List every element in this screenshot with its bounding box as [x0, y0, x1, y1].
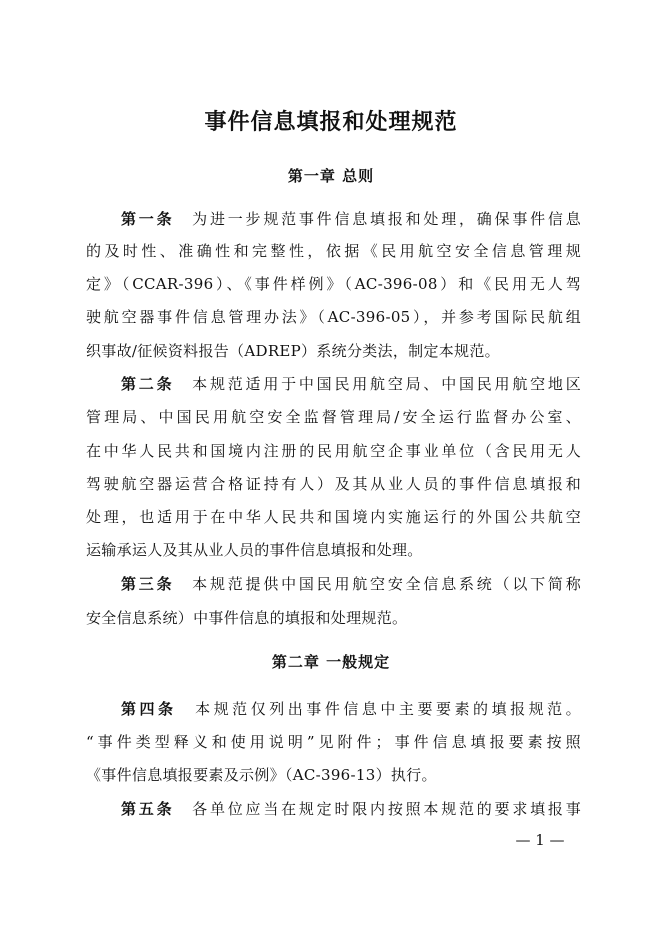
article-4-line-2: “事件类型释义和使用说明”见附件；事件信息填报要素按照: [86, 733, 581, 751]
article-2-line-2: 管理局、中国民用航空安全监督管理局/安全运行监督办公室、: [86, 408, 581, 426]
chapter-heading-2: 第二章 一般规定: [271, 653, 391, 671]
page-number: — 1 —: [515, 831, 565, 849]
article-1-line-4: 驶航空器事件信息管理办法》（AC-396-05），并参考国际民航组: [86, 308, 581, 326]
article-2-text-1: 本规范适用于中国民用航空局、中国民用航空地区: [192, 375, 581, 393]
article-1-line-2: 的及时性、准确性和完整性，依据《民用航空安全信息管理规: [86, 242, 581, 260]
article-4-label: 第四条: [121, 700, 177, 718]
article-3-label: 第三条: [121, 575, 175, 593]
article-2-line-6: 运输承运人及其从业人员的事件信息填报和处理。: [86, 541, 423, 559]
article-2-label: 第二条: [121, 375, 175, 393]
article-1-text-1: 为进一步规范事件信息填报和处理，确保事件信息: [192, 210, 581, 228]
article-3-line-1: [121, 568, 581, 600]
article-3-line-2: 安全信息系统）中事件信息的填报和处理规范。: [86, 609, 408, 627]
article-2-line-3: 在中华人民共和国境内注册的民用航空企事业单位（含民用无人: [86, 442, 581, 460]
article-4-line-1: [121, 693, 581, 725]
article-5-label: 第五条: [121, 800, 175, 818]
article-4-text-1: 本规范仅列出事件信息中主要要素的填报规范。: [195, 700, 581, 718]
article-4-line-3: 《事件信息填报要素及示例》（AC-396-13）执行。: [86, 766, 437, 784]
article-1-line-3: 定》（CCAR-396）、《事件样例》（AC-396-08）和《民用无人驾: [86, 275, 581, 293]
article-5-text-1: 各单位应当在规定时限内按照本规范的要求填报事: [192, 800, 581, 818]
article-5-line-1: [121, 793, 581, 825]
document-title: 事件信息填报和处理规范: [204, 110, 458, 135]
chapter-heading-1: 第一章 总则: [287, 167, 375, 185]
article-1-label: 第一条: [121, 210, 175, 228]
article-2-line-4: 驾驶航空器运营合格证持有人）及其从业人员的事件信息填报和: [86, 475, 581, 493]
article-2-line-5: 处理，也适用于在中华人民共和国境内实施运行的外国公共航空: [86, 508, 581, 526]
article-1-line-1: [121, 203, 581, 235]
article-3-text-1: 本规范提供中国民用航空安全信息系统（以下简称: [192, 575, 581, 593]
article-2-line-1: [121, 368, 581, 400]
article-1-line-5: 织事故/征候资料报告（ADREP）系统分类法，制定本规范。: [86, 342, 500, 360]
